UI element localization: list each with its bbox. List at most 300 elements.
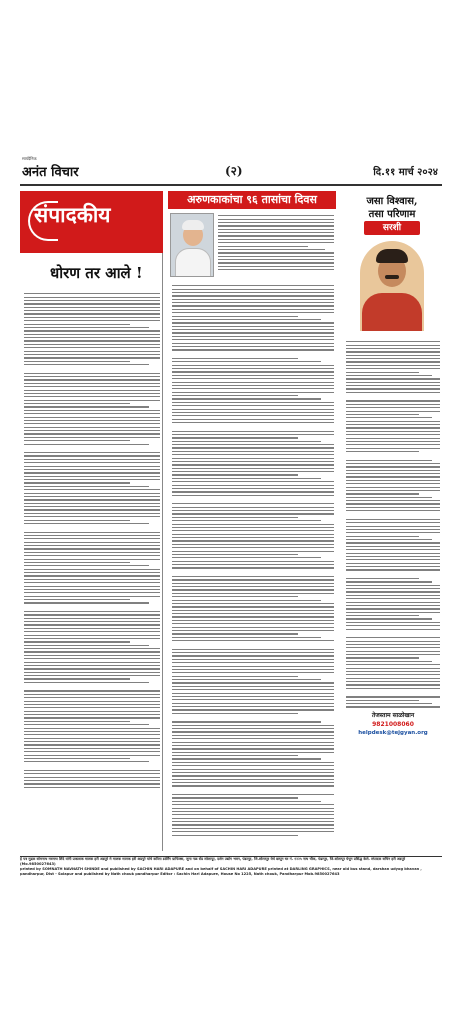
text-line [346, 657, 419, 658]
text-line [172, 586, 334, 587]
text-line [172, 821, 334, 822]
text-line [346, 651, 440, 652]
text-line [346, 637, 440, 638]
text-line [24, 555, 160, 556]
text-line [172, 633, 298, 634]
text-line [24, 351, 160, 352]
text-line [172, 481, 334, 482]
paragraph-gap [24, 765, 160, 768]
text-line [172, 662, 334, 663]
text-line [24, 761, 149, 762]
text-line [24, 376, 160, 377]
text-line [346, 490, 440, 491]
text-line [172, 468, 334, 469]
masthead [20, 156, 442, 186]
text-line [346, 355, 440, 356]
paragraph-gap [346, 691, 440, 694]
text-line [346, 507, 440, 508]
text-line [172, 392, 334, 393]
text-line [172, 616, 334, 617]
text-line [172, 547, 334, 548]
text-line [24, 787, 160, 788]
text-line [24, 575, 160, 576]
text-line [24, 662, 160, 663]
promo-portrait [360, 241, 424, 331]
text-line [346, 622, 440, 623]
text-line [172, 794, 334, 795]
text-line [24, 586, 160, 587]
text-line [24, 711, 160, 712]
text-line [346, 668, 440, 669]
text-line [218, 262, 334, 263]
text-line [24, 641, 130, 642]
text-line [172, 444, 334, 445]
text-line [24, 731, 160, 732]
text-line [172, 447, 334, 448]
text-line [24, 717, 160, 718]
text-line [346, 696, 440, 697]
author-email: helpdesk@tejgyan.org [358, 730, 428, 736]
text-line [346, 644, 440, 645]
text-line [172, 458, 334, 459]
text-line [24, 579, 160, 580]
text-line [172, 503, 334, 504]
text-line [24, 423, 160, 424]
text-line [172, 785, 334, 786]
text-line [346, 612, 440, 613]
text-line [24, 631, 160, 632]
text-line [172, 517, 298, 518]
text-line [172, 762, 334, 763]
text-line [24, 728, 160, 729]
text-line [172, 811, 334, 812]
text-line [346, 407, 440, 408]
text-line [346, 500, 440, 501]
text-line [24, 297, 160, 298]
text-line [24, 403, 130, 404]
text-line [24, 755, 160, 756]
text-line [172, 772, 334, 773]
text-line [24, 773, 160, 774]
text-line [172, 583, 334, 584]
text-line [172, 828, 334, 829]
text-line [172, 567, 334, 568]
text-line [172, 655, 334, 656]
text-line [172, 748, 334, 749]
text-line [346, 378, 440, 379]
text-line [172, 336, 334, 337]
text-line [24, 344, 160, 345]
text-line [172, 779, 334, 780]
text-line [24, 313, 160, 314]
text-line [346, 522, 440, 523]
text-line [24, 714, 160, 715]
text-line [24, 330, 160, 331]
text-line [218, 259, 334, 260]
text-line [346, 510, 440, 511]
text-line [346, 470, 440, 471]
text-line [24, 589, 160, 590]
text-line [218, 239, 334, 240]
text-line [346, 542, 440, 543]
text-line [172, 620, 334, 621]
text-line [172, 835, 298, 836]
text-line [346, 529, 440, 530]
text-line [24, 455, 160, 456]
text-line [24, 486, 149, 487]
promo-line-1: जसा विश्वास, [366, 196, 418, 207]
text-line [24, 751, 160, 752]
text-line [172, 706, 334, 707]
text-line [24, 364, 149, 365]
text-line [172, 713, 298, 714]
text-line [24, 476, 160, 477]
text-line [24, 690, 160, 691]
text-line [24, 638, 160, 639]
text-line [24, 582, 160, 583]
text-line [24, 655, 160, 656]
text-line [24, 542, 160, 543]
text-line [172, 808, 334, 809]
text-line [172, 434, 334, 435]
paragraph-gap [172, 498, 334, 501]
text-line [346, 625, 440, 626]
text-line [172, 693, 334, 694]
text-line [172, 731, 334, 732]
text-line [346, 678, 440, 679]
text-line [346, 351, 440, 352]
paragraph-gap [24, 526, 160, 529]
text-line [24, 675, 160, 676]
text-line [172, 672, 334, 673]
text-line [24, 347, 160, 348]
text-line [24, 748, 160, 749]
text-line [172, 527, 334, 528]
text-line [346, 476, 440, 477]
text-line [24, 303, 160, 304]
text-line [172, 302, 334, 303]
text-line [346, 372, 419, 373]
text-line [24, 472, 160, 473]
text-line [24, 479, 160, 480]
text-line [24, 413, 160, 414]
text-line [24, 469, 160, 470]
promo-line-2: तसा परिणाम [368, 209, 416, 220]
text-line [346, 553, 440, 554]
text-line [172, 530, 334, 531]
text-line [346, 608, 440, 609]
text-line [346, 671, 440, 672]
text-line [346, 388, 440, 389]
text-line [172, 431, 334, 432]
text-line [172, 292, 334, 293]
text-line [172, 804, 334, 805]
text-line [172, 561, 334, 562]
text-line [172, 735, 334, 736]
text-line [24, 545, 160, 546]
text-line [172, 603, 334, 604]
text-line [346, 629, 440, 630]
text-line [24, 320, 160, 321]
text-line [346, 414, 419, 415]
text-line [172, 312, 334, 313]
text-line [24, 513, 160, 514]
text-line [346, 358, 440, 359]
text-line [172, 576, 334, 577]
text-line [172, 419, 334, 420]
text-line [172, 564, 334, 565]
text-line [346, 417, 432, 418]
text-line [346, 503, 440, 504]
text-line [172, 801, 321, 802]
text-line [218, 222, 334, 223]
promo-badge: सरशी [364, 221, 420, 235]
text-line [24, 645, 149, 646]
text-line [346, 706, 440, 707]
text-line [346, 431, 440, 432]
editorial-column [20, 191, 163, 851]
text-line [172, 755, 298, 756]
text-line [218, 215, 334, 216]
text-line [24, 592, 160, 593]
text-line [172, 415, 334, 416]
text-line [172, 371, 334, 372]
text-line [346, 427, 440, 428]
text-line [24, 744, 160, 745]
text-line [346, 664, 440, 665]
text-line [24, 741, 160, 742]
paragraph-gap [346, 514, 440, 517]
text-line [346, 341, 440, 342]
text-line [346, 536, 419, 537]
text-line [24, 668, 160, 669]
text-line [172, 422, 334, 423]
paragraph-gap [172, 425, 334, 428]
promo-body-text [346, 339, 440, 710]
text-line [346, 473, 440, 474]
text-line [172, 669, 334, 670]
text-line [24, 701, 160, 702]
text-line [172, 676, 298, 677]
text-line [346, 605, 440, 606]
masthead-title: अनंत विचार [22, 165, 79, 180]
text-line [346, 539, 432, 540]
text-line [24, 614, 160, 615]
text-line [346, 519, 440, 520]
paragraph-gap [346, 632, 440, 635]
text-line [24, 559, 160, 560]
text-line [172, 382, 334, 383]
text-line [218, 269, 334, 270]
page-number: (२) [225, 164, 243, 178]
text-line [172, 627, 334, 628]
text-line [24, 672, 160, 673]
text-line [24, 317, 160, 318]
text-line [172, 329, 334, 330]
text-line [172, 295, 334, 296]
text-line [172, 721, 321, 722]
text-line [172, 488, 334, 489]
text-line [172, 471, 334, 472]
text-line [24, 618, 160, 619]
text-line [346, 385, 440, 386]
text-line [218, 232, 334, 233]
text-line [172, 491, 334, 492]
text-line [24, 430, 160, 431]
text-line [172, 765, 334, 766]
text-line [24, 770, 160, 771]
text-line [346, 559, 440, 560]
imprint-english: printed by SOMNATH NAVNATH SHINDE and published by SACHIN HARI ADAPURE and on behalf of SACHIN HARI ADAPURE printed at DARLING GRAPHICS, near old bus stand, darshan udyog bhavan , pandharpur, Dist - Solapur and published by Nath chouk pandharpur Editor : Sachin Hari Adapure, House No 1225, Nath chouk, Pandharpur Mob.9850027643 [20, 867, 422, 876]
text-line [346, 654, 440, 655]
text-line [172, 649, 334, 650]
text-line [346, 703, 432, 704]
text-line [172, 814, 334, 815]
text-line [346, 460, 432, 461]
text-line [346, 444, 440, 445]
text-line [346, 569, 440, 570]
text-line [172, 437, 298, 438]
text-line [172, 630, 334, 631]
text-line [218, 256, 334, 257]
text-line [24, 357, 160, 358]
text-line [172, 742, 334, 743]
text-line [346, 566, 440, 567]
text-line [172, 520, 321, 521]
text-line [172, 593, 334, 594]
text-line [172, 285, 334, 286]
paragraph-gap [24, 606, 160, 609]
text-line [24, 420, 160, 421]
text-line [172, 831, 334, 832]
paragraph-gap [24, 685, 160, 688]
text-line [24, 628, 160, 629]
text-line [24, 334, 160, 335]
text-line [24, 440, 130, 441]
text-line [172, 495, 334, 496]
text-line [24, 569, 160, 570]
text-line [24, 433, 160, 434]
text-line [172, 409, 334, 410]
text-line [218, 266, 334, 267]
text-line [346, 598, 440, 599]
feature-body-text [172, 283, 334, 838]
text-line [346, 487, 440, 488]
text-line [172, 775, 334, 776]
text-line [172, 554, 298, 555]
text-line [172, 361, 321, 362]
text-line [172, 652, 334, 653]
text-line [24, 396, 160, 397]
text-line [172, 316, 298, 317]
text-line [24, 562, 130, 563]
text-line [172, 322, 334, 323]
text-line [346, 549, 440, 550]
text-line [172, 358, 298, 359]
text-line [218, 229, 334, 230]
text-line [172, 579, 334, 580]
text-line [172, 339, 334, 340]
text-line [24, 678, 130, 679]
text-line [218, 246, 308, 247]
text-line [24, 552, 160, 553]
text-line [172, 610, 334, 611]
text-line [24, 648, 160, 649]
text-line [24, 694, 160, 695]
text-line [346, 588, 440, 589]
editorial-headline: धोरण तर आले ! [50, 264, 143, 282]
text-line [218, 219, 334, 220]
text-line [172, 388, 334, 389]
text-line [172, 589, 334, 590]
author-name: तेजस्ताम साळोखान [371, 712, 415, 719]
text-line [172, 461, 334, 462]
paragraph-gap [172, 716, 334, 719]
text-line [172, 346, 334, 347]
text-line [24, 509, 160, 510]
text-line [24, 734, 160, 735]
text-line [172, 666, 334, 667]
text-line [346, 556, 440, 557]
text-line [24, 724, 149, 725]
text-line [172, 752, 334, 753]
text-line [346, 618, 432, 619]
text-line [346, 451, 419, 452]
paragraph-gap [172, 353, 334, 356]
text-line [24, 427, 160, 428]
text-line [172, 596, 298, 597]
text-line [24, 596, 160, 597]
text-line [346, 345, 440, 346]
text-line [172, 398, 321, 399]
feature-headline: अरुणकाकांचा ९६ तासांचा दिवस [168, 191, 336, 209]
text-line [172, 510, 334, 511]
text-line [24, 386, 160, 387]
text-line [172, 728, 334, 729]
paragraph-gap [172, 789, 334, 792]
text-line [172, 606, 334, 607]
text-line [24, 293, 160, 294]
text-line [24, 379, 160, 380]
text-line [172, 305, 334, 306]
text-line [24, 310, 160, 311]
text-line [172, 696, 334, 697]
paragraph-gap [172, 571, 334, 574]
text-line [24, 400, 160, 401]
imprint-marathi: हे पत्र मुद्रक सोमनाथ नवनाथ शिंदे यांनी प्रकाशक मालक हरी अडपुरे मे मालक मालक हरी अडपुरे यांचे करिता डार्लिंग ग्राफिक्स, जुना नळ रोड सोलापूर, दर्शन उद्योग भवन, पंढरपूर, जि.सोलापूर येथे छापून घर नं. १२२५ नाथ चौक, पंढरपूर, जि.सोलापूर येथून प्रसिद्ध केले. संपादक सचिन हरी अडपुरे (Mo.9850027643) [20, 857, 406, 866]
text-line [346, 411, 440, 412]
text-line [172, 534, 334, 535]
text-line [346, 526, 440, 527]
text-line [172, 368, 334, 369]
text-line [172, 818, 334, 819]
text-line [172, 640, 334, 641]
issue-date: दि.११ मार्च २०२४ [373, 167, 438, 178]
text-line [24, 444, 149, 445]
text-line [172, 375, 334, 376]
text-line [24, 466, 160, 467]
text-line [346, 563, 440, 564]
text-line [346, 480, 440, 481]
text-line [346, 404, 440, 405]
text-line [24, 383, 160, 384]
text-line [24, 361, 130, 362]
text-line [24, 651, 160, 652]
text-line [24, 354, 160, 355]
text-line [24, 611, 160, 612]
text-line [346, 602, 440, 603]
author-phone: 9821008060 [372, 721, 414, 728]
